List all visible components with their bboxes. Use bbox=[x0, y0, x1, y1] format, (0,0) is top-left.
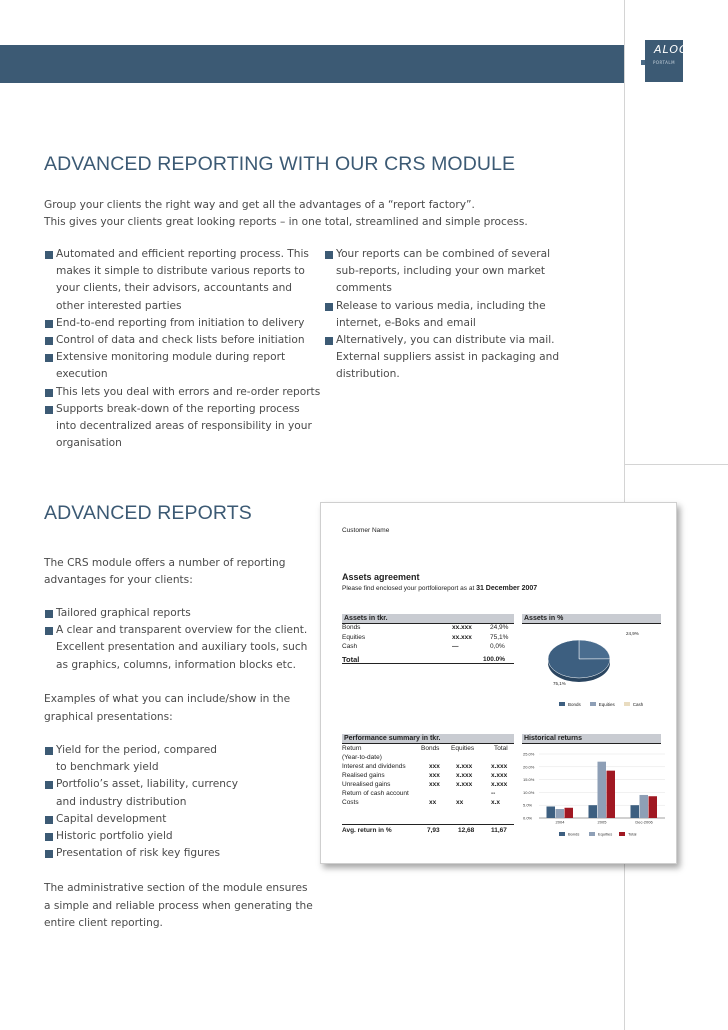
report-heading: Assets agreement bbox=[342, 572, 420, 582]
bullet-text: Historic portfolio yield bbox=[56, 830, 173, 843]
bullet-text: Control of data and check lists before initiation bbox=[56, 334, 305, 347]
feature-list-right bbox=[324, 246, 559, 384]
bullet-continuation bbox=[44, 759, 238, 776]
performance-row-value: x.xxx bbox=[456, 772, 473, 779]
performance-row-label: Costs bbox=[342, 799, 359, 806]
performance-row-label: Return of cash account bbox=[342, 790, 409, 797]
bullet-continuation bbox=[44, 280, 320, 297]
performance-row-label: Realised gains bbox=[342, 772, 385, 779]
bullet-continuation bbox=[324, 315, 559, 332]
bullet-square-icon bbox=[325, 337, 333, 345]
bullet-continuation bbox=[44, 794, 238, 811]
logo-name: ALOC bbox=[654, 43, 688, 56]
bullet-square-icon bbox=[45, 747, 53, 755]
bullet-square-icon bbox=[45, 389, 53, 397]
y-tick-label: 15.0% bbox=[523, 777, 535, 783]
feature-list-left bbox=[44, 246, 320, 452]
performance-row-value: -- bbox=[491, 790, 496, 797]
bullet-text: to benchmark yield bbox=[56, 761, 159, 774]
y-tick-label: 25.0% bbox=[523, 751, 535, 757]
bullet-continuation bbox=[324, 349, 559, 366]
bullet-item bbox=[44, 332, 320, 349]
bullet-text: A clear and transparent overview for the client. bbox=[56, 624, 308, 637]
legend-label: Bonds bbox=[568, 831, 580, 837]
bullet-continuation bbox=[44, 418, 320, 435]
y-tick-label: 5.0% bbox=[523, 802, 533, 808]
bullet-square-icon bbox=[45, 850, 53, 858]
performance-row-label: Interest and dividends bbox=[342, 763, 406, 770]
bullet-text: Capital development bbox=[56, 812, 167, 825]
x-tick-label: 2004 bbox=[555, 819, 565, 825]
bullet-text: Yield for the period, compared bbox=[56, 744, 217, 756]
bullet-square-icon bbox=[45, 627, 53, 635]
performance-header: Performance summary in tkr. bbox=[342, 734, 514, 744]
bullet-square-icon bbox=[45, 781, 53, 789]
bullet-item bbox=[44, 605, 307, 622]
bullet-continuation bbox=[44, 298, 320, 315]
historical-header: Historical returns bbox=[522, 734, 661, 744]
x-tick-label: 2005 bbox=[597, 819, 607, 825]
performance-row-value: x.xxx bbox=[491, 763, 508, 770]
performance-column-header: Total bbox=[494, 745, 508, 752]
bullet-text: Extensive monitoring module during report bbox=[56, 351, 286, 364]
y-tick-label: 20.0% bbox=[523, 764, 535, 770]
bullet-text: organisation bbox=[56, 437, 122, 450]
performance-row-value: x.xxx bbox=[456, 763, 473, 770]
bullet-item bbox=[44, 828, 238, 845]
performance-column-header: Return bbox=[342, 745, 362, 752]
reports-intro-line-1: The CRS module offers a number of reporting bbox=[44, 557, 286, 569]
bar-total bbox=[649, 796, 658, 818]
bullet-continuation bbox=[324, 263, 559, 280]
bullet-square-icon bbox=[45, 816, 53, 824]
performance-row-label: Unrealised gains bbox=[342, 781, 391, 788]
bullet-text: sub-reports, including your own market bbox=[336, 265, 546, 278]
bullet-text: as graphics, columns, information blocks etc. bbox=[56, 658, 297, 671]
assets-total-row bbox=[342, 663, 514, 664]
bullet-continuation bbox=[324, 280, 559, 297]
assets-row-pct: 24,9% bbox=[490, 624, 509, 631]
avg-return-value: 11,67 bbox=[491, 827, 507, 834]
bullet-text: Portfolio’s asset, liability, currency bbox=[56, 778, 239, 791]
legend-swatch bbox=[624, 702, 630, 706]
bullet-text: into decentralized areas of responsibility in your bbox=[56, 420, 312, 433]
bullet-square-icon bbox=[45, 406, 53, 414]
bullet-continuation bbox=[44, 366, 320, 383]
logo-tagline: PORTALM bbox=[653, 60, 676, 65]
bar-bonds bbox=[547, 806, 556, 818]
bullet-square-icon bbox=[45, 833, 53, 841]
bullet-text: your clients, their advisors, accountants and bbox=[56, 282, 293, 295]
bullet-continuation bbox=[324, 366, 559, 383]
intro-line-1: Group your clients the right way and get all the advantages of a “report factory”. bbox=[44, 199, 475, 211]
bullet-text: execution bbox=[56, 368, 108, 381]
legend-swatch bbox=[590, 702, 596, 706]
performance-row-value: x.xxx bbox=[456, 781, 473, 788]
assets-row-value: xx.xxx bbox=[452, 633, 472, 641]
header-banner bbox=[0, 45, 624, 83]
assets-row-pct: 75,1% bbox=[490, 633, 509, 641]
bar-bonds bbox=[589, 805, 598, 818]
bullet-square-icon bbox=[45, 354, 53, 362]
bullet-text: and industry distribution bbox=[56, 795, 187, 808]
report-customer-name: Customer Name bbox=[342, 527, 390, 534]
performance-column-header: Bonds bbox=[421, 745, 440, 752]
assets-row-value: xx.xxx bbox=[452, 624, 472, 631]
bullet-item bbox=[324, 298, 559, 315]
intro-line-2: This gives your clients great looking reports – in one total, streamlined and simple process. bbox=[44, 216, 528, 228]
bullet-text: distribution. bbox=[336, 368, 400, 381]
legend-label: Equities bbox=[598, 831, 613, 837]
bullet-square-icon bbox=[45, 610, 53, 618]
avg-return-value: 7,93 bbox=[427, 827, 440, 834]
bar-equities bbox=[598, 762, 607, 818]
bullet-item bbox=[44, 315, 320, 332]
legend-label: Equities bbox=[598, 702, 615, 707]
y-tick-label: 10.0% bbox=[523, 789, 535, 795]
examples-list bbox=[44, 742, 238, 862]
report-date: 31 December 2007 bbox=[476, 585, 538, 592]
pie-label-large: 75,1% bbox=[553, 681, 566, 686]
historical-bar-chart bbox=[519, 746, 669, 841]
bullet-square-icon bbox=[325, 303, 333, 311]
bullet-text: internet, e-Boks and email bbox=[336, 316, 476, 329]
bullet-item bbox=[44, 776, 238, 793]
bullet-item bbox=[324, 246, 559, 263]
y-tick-label: 0.0% bbox=[523, 815, 533, 821]
reports-intro-line-2: advantages for your clients: bbox=[44, 574, 193, 586]
bullet-square-icon bbox=[45, 337, 53, 345]
bar-equities bbox=[640, 795, 649, 818]
bullet-continuation bbox=[44, 263, 320, 280]
bar-equities bbox=[556, 809, 565, 818]
section-title-crs-module: ADVANCED REPORTING WITH OUR CRS MODULE bbox=[44, 153, 516, 175]
performance-column-header: Equities bbox=[451, 745, 475, 752]
avg-return-value: 12,68 bbox=[458, 827, 475, 834]
bullet-square-icon bbox=[325, 251, 333, 259]
assets-row-label: Cash bbox=[342, 643, 358, 650]
performance-row-value: x.xxx bbox=[491, 772, 508, 779]
closing-line-3: entire client reporting. bbox=[44, 917, 163, 929]
bullet-text: makes it simple to distribute various reports to bbox=[56, 265, 305, 278]
bullet-square-icon bbox=[45, 251, 53, 259]
examples-line-1: Examples of what you can include/show in the bbox=[44, 693, 291, 705]
closing-line-1: The administrative section of the module ensures bbox=[44, 882, 308, 894]
logo bbox=[645, 40, 688, 82]
performance-row-label: (Year-to-date) bbox=[342, 754, 382, 761]
pie-legend bbox=[559, 702, 652, 707]
performance-row-value: xxx bbox=[429, 772, 440, 779]
legend-swatch bbox=[619, 832, 625, 836]
bullet-continuation bbox=[44, 435, 320, 452]
bullet-text: External suppliers assist in packaging and bbox=[336, 351, 560, 364]
bar-bonds bbox=[631, 805, 640, 818]
margin-rule bbox=[624, 464, 728, 465]
bullet-item bbox=[44, 401, 320, 418]
bullet-item bbox=[44, 811, 238, 828]
performance-row-value: xx bbox=[429, 799, 437, 806]
report-subheading-prefix: Please find enclosed your portfolioreport as at bbox=[342, 585, 475, 592]
performance-rule bbox=[342, 824, 514, 825]
pie-legend-item bbox=[590, 702, 615, 707]
bullet-item bbox=[44, 349, 320, 366]
assets-row-value: — bbox=[452, 643, 459, 650]
section-title-advanced-reports: ADVANCED REPORTS bbox=[44, 502, 252, 524]
pie-legend-item bbox=[624, 702, 644, 707]
x-tick-label: Dec-2006 bbox=[635, 819, 653, 825]
assets-total-pct: 100.0% bbox=[483, 656, 506, 663]
performance-row-value: x.xxx bbox=[491, 781, 508, 788]
bullet-text: Supports break-down of the reporting process bbox=[56, 402, 300, 415]
bar-total bbox=[607, 771, 616, 818]
bar-total bbox=[565, 808, 574, 818]
bullet-text: other interested parties bbox=[56, 299, 182, 312]
advantages-list bbox=[44, 605, 307, 674]
performance-row-value: xxx bbox=[429, 781, 440, 788]
bullet-item bbox=[44, 845, 238, 862]
bullet-text: Excellent presentation and auxiliary tools, such bbox=[56, 641, 308, 654]
performance-row-value: xxx bbox=[429, 763, 440, 770]
bullet-text: comments bbox=[336, 282, 392, 295]
bullet-item bbox=[44, 622, 307, 639]
legend-label: Total bbox=[628, 831, 637, 837]
bullet-text: Presentation of risk key figures bbox=[56, 847, 220, 860]
bullet-text: This lets you deal with errors and re-order reports bbox=[56, 385, 321, 398]
assets-row-label: Bonds bbox=[342, 624, 361, 631]
assets-total-label: Total bbox=[342, 655, 360, 664]
legend-swatch bbox=[559, 702, 565, 706]
bullet-text: Tailored graphical reports bbox=[56, 607, 191, 619]
avg-return-label: Avg. return in % bbox=[342, 827, 392, 834]
pie-legend-item bbox=[559, 702, 581, 707]
bullet-item bbox=[44, 384, 320, 401]
bullet-item bbox=[44, 246, 320, 263]
bullet-text: Alternatively, you can distribute via mail. bbox=[336, 334, 555, 347]
pie-label-small: 24,9% bbox=[626, 631, 639, 636]
closing-line-2: a simple and reliable process when generating the bbox=[44, 900, 313, 912]
legend-label: Bonds bbox=[568, 702, 581, 707]
pie-slice-bonds bbox=[579, 640, 610, 659]
sample-report-image bbox=[320, 502, 677, 864]
assets-tkr-header: Assets in tkr. bbox=[342, 614, 514, 624]
assets-row-label: Equities bbox=[342, 633, 366, 641]
bullet-text: Your reports can be combined of several bbox=[336, 248, 551, 260]
report-subheading bbox=[342, 585, 537, 592]
legend-label: Cash bbox=[632, 702, 644, 707]
bullet-continuation bbox=[44, 639, 307, 656]
performance-row-value: x.x bbox=[491, 799, 501, 806]
bullet-text: Automated and efficient reporting process. This bbox=[56, 248, 309, 260]
performance-row-value: xx bbox=[456, 799, 464, 806]
bullet-square-icon bbox=[45, 320, 53, 328]
legend-swatch bbox=[559, 832, 565, 836]
assets-pct-header: Assets in % bbox=[522, 614, 661, 624]
bullet-text: End-to-end reporting from initiation to delivery bbox=[56, 316, 305, 329]
bullet-item bbox=[324, 332, 559, 349]
bullet-item bbox=[44, 742, 238, 759]
examples-line-2: graphical presentations: bbox=[44, 711, 173, 723]
bullet-text: Release to various media, including the bbox=[336, 299, 546, 312]
bullet-continuation bbox=[44, 657, 307, 674]
legend-swatch bbox=[589, 832, 595, 836]
assets-row-pct: 0,0% bbox=[490, 643, 505, 650]
